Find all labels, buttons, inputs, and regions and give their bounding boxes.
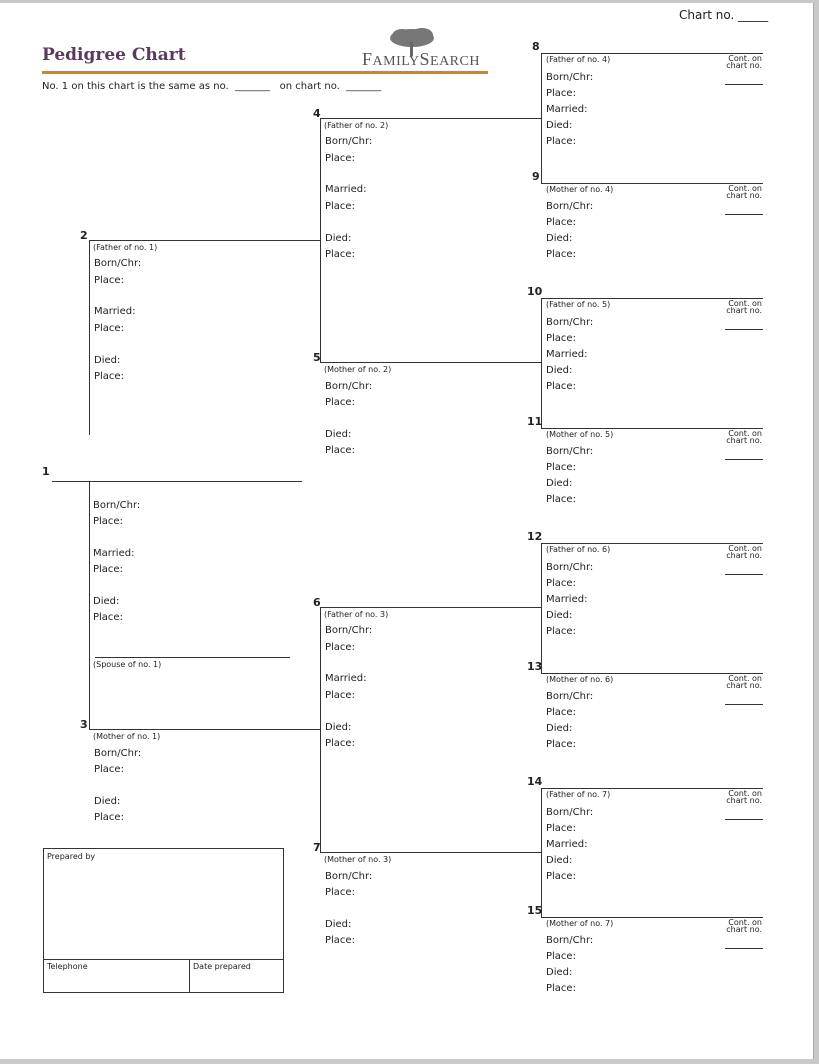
person-10-relation: (Father of no. 5) bbox=[546, 300, 611, 309]
person-6-name-line bbox=[320, 607, 541, 608]
line bbox=[320, 118, 321, 362]
person-14-married-field[interactable]: Married: bbox=[546, 839, 588, 850]
person-11-died-field[interactable]: Died: bbox=[546, 478, 573, 489]
person-13-died-field[interactable]: Died: bbox=[546, 723, 573, 734]
person-5-born-field[interactable]: Born/Chr: bbox=[325, 381, 373, 392]
person-10-place-field[interactable]: Place: bbox=[546, 381, 576, 392]
person-5-place-field[interactable]: Place: bbox=[325, 397, 355, 408]
person-15-died-field[interactable]: Died: bbox=[546, 967, 573, 978]
person-9-cont-line2: chart no. bbox=[726, 191, 762, 200]
person-15-relation: (Mother of no. 7) bbox=[546, 919, 614, 928]
person-3-name-line bbox=[89, 729, 320, 730]
person-9-died-field[interactable]: Died: bbox=[546, 233, 573, 244]
person-10-cont-line1: Cont. on bbox=[728, 299, 762, 308]
person-14-died-field[interactable]: Died: bbox=[546, 855, 573, 866]
person-1-born-field[interactable]: Born/Chr: bbox=[93, 500, 141, 511]
person-8-born-field[interactable]: Born/Chr: bbox=[546, 72, 594, 83]
person-4-married-field[interactable]: Married: bbox=[325, 184, 367, 195]
person-6-place-field[interactable]: Place: bbox=[325, 642, 355, 653]
person-4-number: 4 bbox=[313, 107, 321, 120]
person-1-died-field[interactable]: Died: bbox=[93, 596, 120, 607]
person-14-place-field[interactable]: Place: bbox=[546, 823, 576, 834]
person-6-number: 6 bbox=[313, 596, 321, 609]
person-9-number: 9 bbox=[532, 170, 540, 183]
person-11-cont-chart-field bbox=[725, 459, 763, 460]
person-10-died-field[interactable]: Died: bbox=[546, 365, 573, 376]
person-11-relation: (Mother of no. 5) bbox=[546, 430, 614, 439]
person-12-place-field[interactable]: Place: bbox=[546, 578, 576, 589]
person-3-died-field[interactable]: Died: bbox=[94, 796, 121, 807]
person-8-place-field[interactable]: Place: bbox=[546, 88, 576, 99]
prepared-by-box[interactable] bbox=[43, 848, 284, 993]
person-6-born-field[interactable]: Born/Chr: bbox=[325, 625, 373, 636]
person-15-cont-line2: chart no. bbox=[726, 925, 762, 934]
person-4-born-field[interactable]: Born/Chr: bbox=[325, 136, 373, 147]
person-8-number: 8 bbox=[532, 40, 540, 53]
person-11-cont-line1: Cont. on bbox=[728, 429, 762, 438]
person-12-place-field[interactable]: Place: bbox=[546, 626, 576, 637]
person-10-cont-line2: chart no. bbox=[726, 306, 762, 315]
person-2-died-field[interactable]: Died: bbox=[94, 355, 121, 366]
person-14-born-field[interactable]: Born/Chr: bbox=[546, 807, 594, 818]
person-7-place-field[interactable]: Place: bbox=[325, 935, 355, 946]
person-6-died-field[interactable]: Died: bbox=[325, 722, 352, 733]
person-2-relation: (Father of no. 1) bbox=[93, 243, 158, 252]
person-13-born-field[interactable]: Born/Chr: bbox=[546, 691, 594, 702]
person-6-married-field[interactable]: Married: bbox=[325, 673, 367, 684]
person-14-cont-line2: chart no. bbox=[726, 796, 762, 805]
line bbox=[541, 543, 542, 673]
person-13-relation: (Mother of no. 6) bbox=[546, 675, 614, 684]
person-11-cont-line2: chart no. bbox=[726, 436, 762, 445]
person-4-place-field[interactable]: Place: bbox=[325, 201, 355, 212]
person-10-number: 10 bbox=[527, 285, 543, 298]
line bbox=[541, 298, 542, 428]
person-15-cont-chart-field bbox=[725, 948, 763, 949]
person-7-born-field[interactable]: Born/Chr: bbox=[325, 871, 373, 882]
person-8-died-field[interactable]: Died: bbox=[546, 120, 573, 131]
prepared-by-label: Prepared by bbox=[47, 852, 96, 861]
person-15-place-field[interactable]: Place: bbox=[546, 983, 576, 994]
person-14-number: 14 bbox=[527, 775, 543, 788]
same-as-statement: No. 1 on this chart is the same as no. _______ on chart no. _______ bbox=[42, 81, 382, 92]
person-2-number: 2 bbox=[80, 229, 88, 242]
person-7-place-field[interactable]: Place: bbox=[325, 887, 355, 898]
person-6-relation: (Father of no. 3) bbox=[324, 610, 389, 619]
date-prepared-label: Date prepared bbox=[193, 962, 251, 971]
person-5-place-field[interactable]: Place: bbox=[325, 445, 355, 456]
person-3-place-field[interactable]: Place: bbox=[94, 764, 124, 775]
person-1-place-field[interactable]: Place: bbox=[93, 612, 123, 623]
person-12-relation: (Father of no. 6) bbox=[546, 545, 611, 554]
person-12-married-field[interactable]: Married: bbox=[546, 594, 588, 605]
person-8-cont-line1: Cont. on bbox=[728, 54, 762, 63]
person-12-cont-chart-field bbox=[725, 574, 763, 575]
person-2-born-field[interactable]: Born/Chr: bbox=[94, 258, 142, 269]
person-15-born-field[interactable]: Born/Chr: bbox=[546, 935, 594, 946]
person-4-place-field[interactable]: Place: bbox=[325, 249, 355, 260]
person-13-cont-chart-field bbox=[725, 704, 763, 705]
person-13-number: 13 bbox=[527, 660, 543, 673]
person-3-place-field[interactable]: Place: bbox=[94, 812, 124, 823]
person-14-cont-line1: Cont. on bbox=[728, 789, 762, 798]
person-2-place-field[interactable]: Place: bbox=[94, 323, 124, 334]
person-8-cont-chart-field bbox=[725, 84, 763, 85]
person-7-died-field[interactable]: Died: bbox=[325, 919, 352, 930]
person-2-married-field[interactable]: Married: bbox=[94, 306, 136, 317]
person-14-cont-chart-field bbox=[725, 819, 763, 820]
person-15-cont-line1: Cont. on bbox=[728, 918, 762, 927]
line bbox=[89, 240, 90, 435]
person-4-died-field[interactable]: Died: bbox=[325, 233, 352, 244]
person-13-cont-line1: Cont. on bbox=[728, 674, 762, 683]
person-12-number: 12 bbox=[527, 530, 543, 543]
header-divider bbox=[42, 71, 488, 74]
person-4-place-field[interactable]: Place: bbox=[325, 153, 355, 164]
person-14-relation: (Father of no. 7) bbox=[546, 790, 611, 799]
person-9-cont-chart-field bbox=[725, 214, 763, 215]
line bbox=[541, 53, 542, 183]
familysearch-logo: FAMILYSEARCH bbox=[362, 26, 486, 71]
person-8-married-field[interactable]: Married: bbox=[546, 104, 588, 115]
person-7-relation: (Mother of no. 3) bbox=[324, 855, 392, 864]
person-14-place-field[interactable]: Place: bbox=[546, 871, 576, 882]
person-1-place-field[interactable]: Place: bbox=[93, 564, 123, 575]
person-13-place-field[interactable]: Place: bbox=[546, 707, 576, 718]
person-13-cont-line2: chart no. bbox=[726, 681, 762, 690]
person-6-place-field[interactable]: Place: bbox=[325, 738, 355, 749]
person-12-cont-line2: chart no. bbox=[726, 551, 762, 560]
person-2-name-line bbox=[89, 240, 320, 241]
person-7-name-line bbox=[320, 852, 541, 853]
person-4-name-line bbox=[320, 118, 541, 119]
spouse-name-line bbox=[95, 657, 290, 658]
person-12-born-field[interactable]: Born/Chr: bbox=[546, 562, 594, 573]
person-13-place-field[interactable]: Place: bbox=[546, 739, 576, 750]
person-5-number: 5 bbox=[313, 351, 321, 364]
person-8-relation: (Father of no. 4) bbox=[546, 55, 611, 64]
person-5-relation: (Mother of no. 2) bbox=[324, 365, 392, 374]
spouse-label: (Spouse of no. 1) bbox=[93, 660, 162, 669]
person-1-married-field[interactable]: Married: bbox=[93, 548, 135, 559]
person-9-cont-line1: Cont. on bbox=[728, 184, 762, 193]
person-10-place-field[interactable]: Place: bbox=[546, 333, 576, 344]
pedigree-chart-page bbox=[0, 3, 814, 1059]
person-12-cont-line1: Cont. on bbox=[728, 544, 762, 553]
person-2-place-field[interactable]: Place: bbox=[94, 371, 124, 382]
person-11-born-field[interactable]: Born/Chr: bbox=[546, 446, 594, 457]
person-11-place-field[interactable]: Place: bbox=[546, 494, 576, 505]
person-7-number: 7 bbox=[313, 841, 321, 854]
person-6-place-field[interactable]: Place: bbox=[325, 690, 355, 701]
person-9-place-field[interactable]: Place: bbox=[546, 249, 576, 260]
person-15-place-field[interactable]: Place: bbox=[546, 951, 576, 962]
person-3-born-field[interactable]: Born/Chr: bbox=[94, 748, 142, 759]
person-4-relation: (Father of no. 2) bbox=[324, 121, 389, 130]
person-8-cont-line2: chart no. bbox=[726, 61, 762, 70]
person-11-number: 11 bbox=[527, 415, 543, 428]
person-9-relation: (Mother of no. 4) bbox=[546, 185, 614, 194]
person-10-born-field[interactable]: Born/Chr: bbox=[546, 317, 594, 328]
page-title: Pedigree Chart bbox=[42, 45, 186, 65]
person-10-cont-chart-field bbox=[725, 329, 763, 330]
person-5-name-line bbox=[320, 362, 541, 363]
person-15-number: 15 bbox=[527, 904, 543, 917]
person-11-place-field[interactable]: Place: bbox=[546, 462, 576, 473]
telephone-label: Telephone bbox=[47, 962, 88, 971]
chart-number-field[interactable]: Chart no. _____ bbox=[679, 8, 769, 22]
person-1-number: 1 bbox=[42, 465, 50, 478]
person-3-relation: (Mother of no. 1) bbox=[93, 732, 161, 741]
line bbox=[89, 481, 90, 729]
person-8-place-field[interactable]: Place: bbox=[546, 136, 576, 147]
person-2-place-field[interactable]: Place: bbox=[94, 275, 124, 286]
person-9-born-field[interactable]: Born/Chr: bbox=[546, 201, 594, 212]
person-5-died-field[interactable]: Died: bbox=[325, 429, 352, 440]
person-9-place-field[interactable]: Place: bbox=[546, 217, 576, 228]
person-12-died-field[interactable]: Died: bbox=[546, 610, 573, 621]
person-1-place-field[interactable]: Place: bbox=[93, 516, 123, 527]
person-10-married-field[interactable]: Married: bbox=[546, 349, 588, 360]
line bbox=[541, 788, 542, 917]
line bbox=[320, 607, 321, 852]
person-3-number: 3 bbox=[80, 718, 88, 731]
